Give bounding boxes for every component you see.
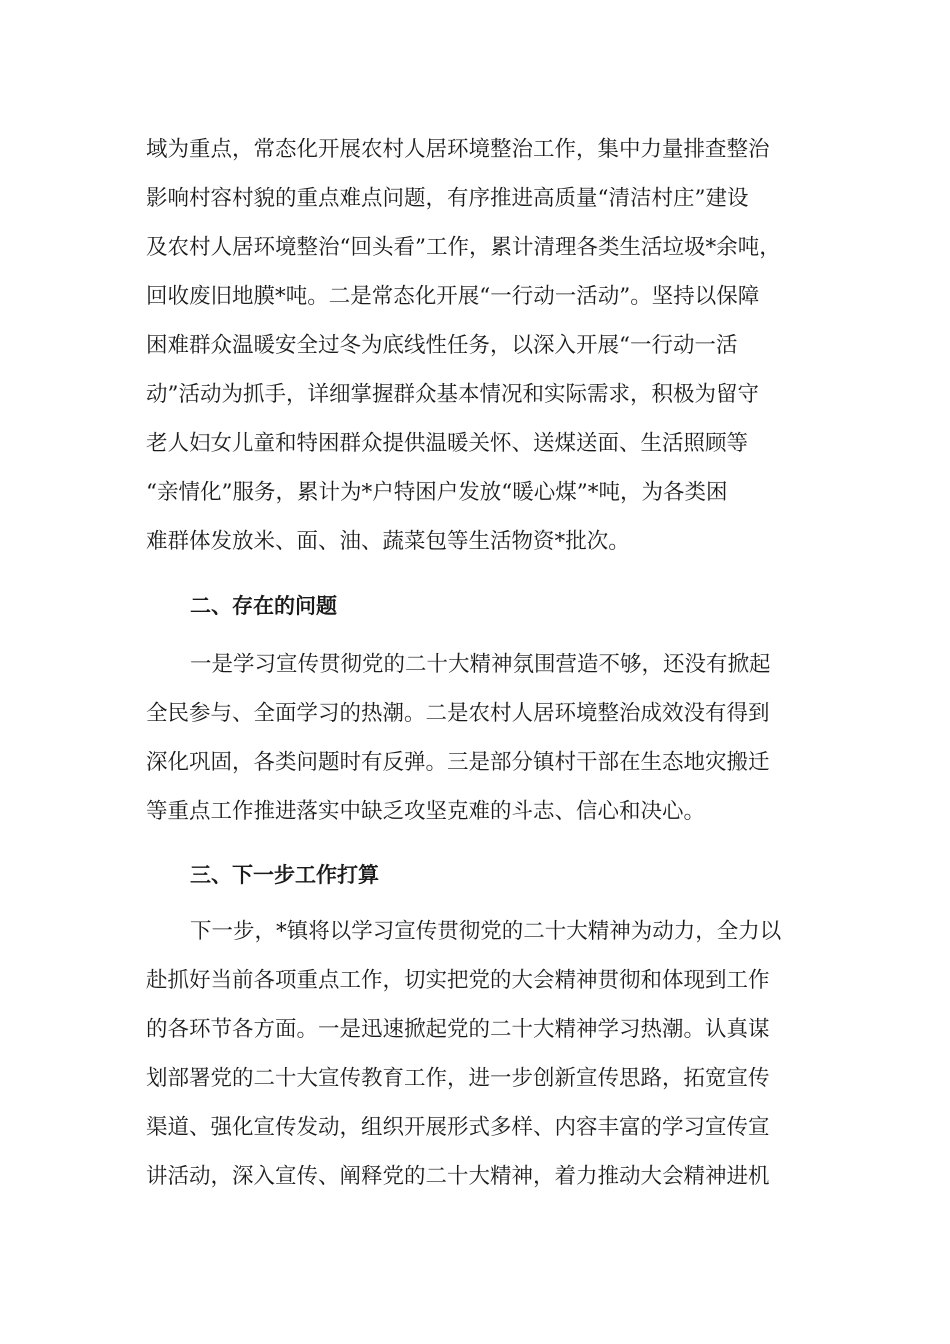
paragraph-line: 困难群众温暖安全过冬为底线性任务，以深入开展“一行动一活 bbox=[146, 333, 738, 358]
paragraph-line: 一是学习宣传贯彻党的二十大精神氛围营造不够，还没有掀起 bbox=[190, 652, 771, 677]
paragraph-line: 难群体发放米、面、油、蔬菜包等生活物资*批次。 bbox=[146, 529, 630, 554]
paragraph-line: 下一步，*镇将以学习宣传贯彻党的二十大精神为动力，全力以 bbox=[190, 919, 782, 944]
paragraph-line: 渠道、强化宣传发动，组织开展形式多样、内容丰富的学习宣传宣 bbox=[146, 1115, 770, 1140]
paragraph-line: 影响村容村貌的重点难点问题，有序推进高质量“清洁村庄”建设 bbox=[146, 186, 749, 211]
paragraph-line: 全民参与、全面学习的热潮。二是农村人居环境整治成效没有得到 bbox=[146, 701, 770, 726]
paragraph-line: 深化巩固，各类问题时有反弹。三是部分镇村干部在生态地灾搬迁 bbox=[146, 750, 770, 775]
paragraph-line: 动”活动为抓手，详细掌握群众基本情况和实际需求，积极为留守 bbox=[146, 382, 759, 407]
section-heading: 三、下一步工作打算 bbox=[190, 863, 379, 887]
paragraph-line: 回收废旧地膜*吨。二是常态化开展“一行动一活动”。坚持以保障 bbox=[146, 284, 760, 309]
paragraph-line: 老人妇女儿童和特困群众提供温暖关怀、送煤送面、生活照顾等 bbox=[146, 431, 749, 456]
paragraph-line: 域为重点，常态化开展农村人居环境整治工作，集中力量排查整治 bbox=[146, 137, 770, 162]
paragraph-line: 划部署党的二十大宣传教育工作，进一步创新宣传思路，拓宽宣传 bbox=[146, 1066, 770, 1091]
paragraph-line: 及农村人居环境整治“回头看”工作，累计清理各类生活垃圾*余吨， bbox=[146, 235, 781, 260]
paragraph-line: “亲情化”服务，累计为*户特困户发放“暖心煤”*吨，为各类困 bbox=[146, 480, 728, 505]
paragraph-line: 赴抓好当前各项重点工作，切实把党的大会精神贯彻和体现到工作 bbox=[146, 968, 770, 993]
paragraph-line: 讲活动，深入宣传、阐释党的二十大精神，着力推动大会精神进机 bbox=[146, 1164, 770, 1189]
paragraph-line: 的各环节各方面。一是迅速掀起党的二十大精神学习热潮。认真谋 bbox=[146, 1017, 770, 1042]
section-heading: 二、存在的问题 bbox=[190, 594, 337, 618]
paragraph-line: 等重点工作推进落实中缺乏攻坚克难的斗志、信心和决心。 bbox=[146, 799, 706, 824]
